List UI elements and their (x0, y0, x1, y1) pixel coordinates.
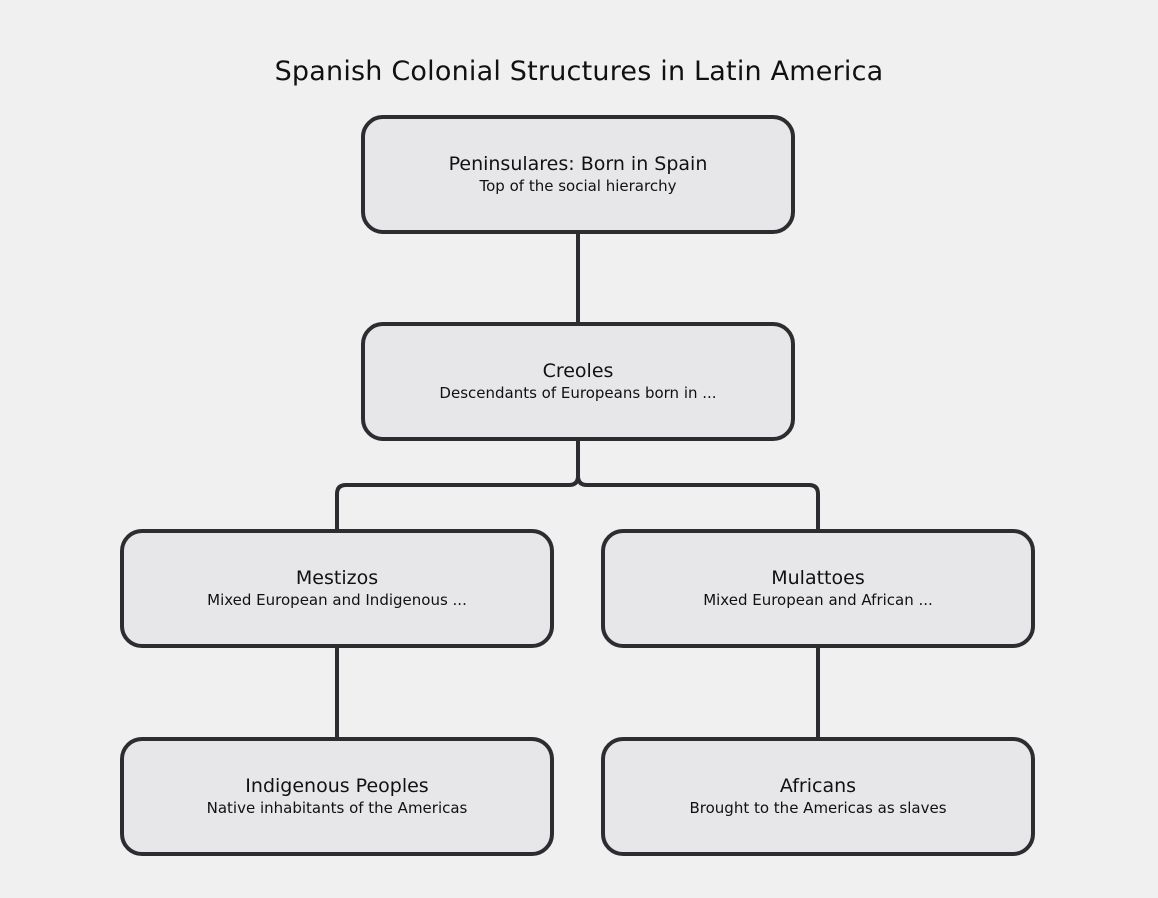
node-title: Creoles (542, 360, 614, 382)
node-subtitle: Mixed European and African ... (703, 591, 933, 609)
node-peninsulares (361, 115, 795, 234)
diagram-title: Spanish Colonial Structures in Latin America (274, 56, 884, 87)
node-subtitle: Top of the social hierarchy (479, 177, 677, 195)
node-title: Mestizos (295, 567, 379, 589)
node-title: Mulattoes (771, 567, 865, 589)
node-subtitle: Brought to the Americas as slaves (689, 799, 947, 817)
edge-creoles-mulattoes (578, 441, 818, 529)
node-mestizos (120, 529, 554, 648)
node-subtitle: Mixed European and Indigenous ... (207, 591, 467, 609)
node-africans (601, 737, 1035, 856)
node-indigenous-peoples (120, 737, 554, 856)
node-title: Africans (779, 775, 857, 797)
node-title: Indigenous Peoples (245, 775, 429, 797)
node-title: Peninsulares: Born in Spain (448, 153, 708, 175)
node-subtitle: Descendants of Europeans born in ... (439, 384, 717, 402)
edge-creoles-mestizos (337, 441, 578, 529)
node-mulattoes (601, 529, 1035, 648)
node-creoles (361, 322, 795, 441)
node-subtitle: Native inhabitants of the Americas (206, 799, 468, 817)
